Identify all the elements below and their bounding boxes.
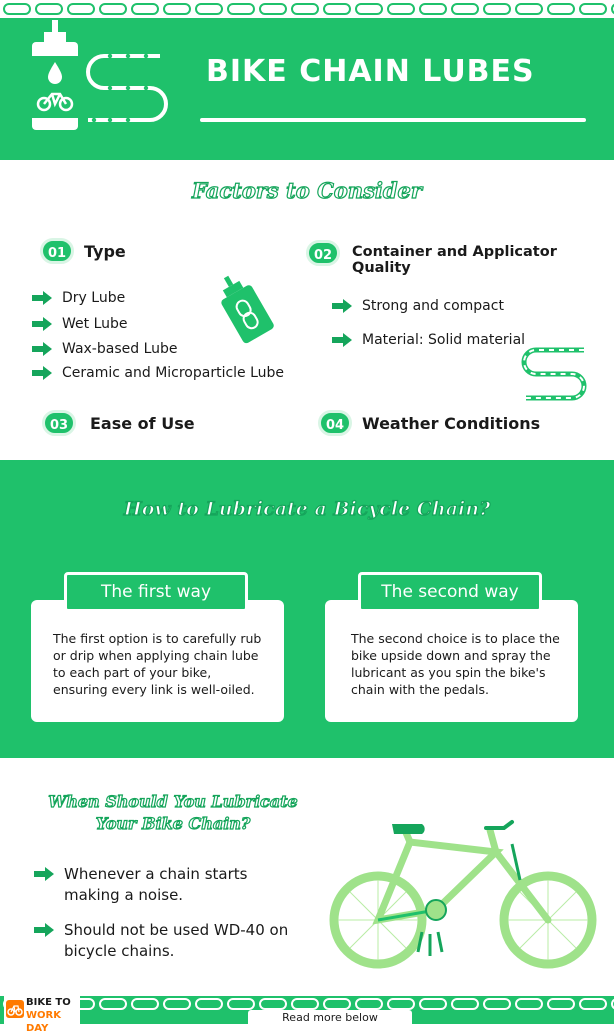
bullet-text: Dry Lube bbox=[62, 290, 126, 306]
when-title-line2: Your Bike Chain? bbox=[95, 814, 251, 833]
list-item bbox=[34, 920, 294, 962]
bullet-text: Material: Solid material bbox=[362, 332, 526, 348]
method-card bbox=[325, 600, 578, 722]
arrow-right-icon bbox=[32, 291, 52, 305]
when-section bbox=[0, 758, 614, 996]
bicycle-illustration bbox=[326, 820, 606, 970]
factor-number-badge: 02 bbox=[306, 240, 340, 266]
arrow-right-icon bbox=[34, 923, 54, 937]
factor-number-badge: 04 bbox=[318, 410, 352, 436]
bike-to-work-day-logo[interactable] bbox=[4, 996, 80, 1034]
read-more-link[interactable]: Read more below bbox=[248, 1010, 412, 1024]
method-text: The second choice is to place the bike upside down and spray the lubricant as you spin the bike's chain with the pedals. bbox=[351, 631, 560, 697]
factor-heading-container: Container and Applicator Quality bbox=[352, 244, 557, 276]
bullet-text: Ceramic and Microparticle Lube bbox=[62, 365, 285, 381]
list-item bbox=[32, 316, 128, 332]
factor-heading-ease: Ease of Use bbox=[90, 414, 195, 433]
howto-title: How to Lubricate a Bicycle Chain? bbox=[123, 498, 491, 520]
factor-number-badge: 01 bbox=[40, 238, 74, 264]
arrow-right-icon bbox=[32, 342, 52, 356]
arrow-right-icon bbox=[32, 317, 52, 331]
arrow-right-icon bbox=[34, 867, 54, 881]
list-item bbox=[332, 332, 525, 348]
method-text: The first option is to carefully rub or drip when applying chain lube to each part of your bike, ensuring every link is well-oiled. bbox=[53, 631, 262, 697]
logo-line2: WORK DAY bbox=[26, 1010, 61, 1034]
arrow-right-icon bbox=[32, 366, 52, 380]
factor-heading-weather: Weather Conditions bbox=[362, 414, 541, 433]
chain-border-top bbox=[0, 0, 614, 18]
method-card bbox=[31, 600, 284, 722]
logo-wordmark bbox=[26, 996, 80, 1035]
header-banner bbox=[0, 18, 614, 160]
factor-number-badge: 03 bbox=[42, 410, 76, 436]
list-item bbox=[32, 365, 284, 381]
list-item bbox=[332, 298, 504, 314]
factors-section bbox=[0, 160, 614, 460]
factor-heading-type: Type bbox=[84, 242, 126, 261]
bike-logo-icon bbox=[6, 1000, 24, 1018]
list-item bbox=[32, 290, 125, 306]
chain-s-outline-icon bbox=[520, 344, 592, 406]
when-title-line1: When Should You Lubricate bbox=[48, 792, 298, 811]
method-tab: The first way bbox=[64, 572, 248, 612]
factors-title: Factors to Consider bbox=[192, 178, 422, 203]
page-title: BIKE CHAIN LUBES bbox=[206, 54, 535, 89]
list-item bbox=[34, 864, 264, 906]
arrow-right-icon bbox=[332, 299, 352, 313]
howto-section bbox=[0, 460, 614, 758]
chain-s-icon bbox=[80, 48, 174, 148]
bullet-text: Whenever a chain starts making a noise. bbox=[64, 865, 248, 904]
method-tab: The second way bbox=[358, 572, 542, 612]
bullet-text: Should not be used WD-40 on bicycle chains. bbox=[64, 921, 289, 960]
title-underline bbox=[200, 118, 586, 122]
bullet-text: Strong and compact bbox=[362, 298, 504, 314]
lube-bottle-small-icon bbox=[212, 270, 276, 344]
bullet-text: Wet Lube bbox=[62, 316, 128, 332]
arrow-right-icon bbox=[332, 333, 352, 347]
bullet-text: Wax-based Lube bbox=[62, 341, 178, 357]
logo-line1: BIKE TO bbox=[26, 997, 71, 1008]
list-item bbox=[32, 341, 178, 357]
lube-bottle-icon bbox=[26, 20, 86, 132]
